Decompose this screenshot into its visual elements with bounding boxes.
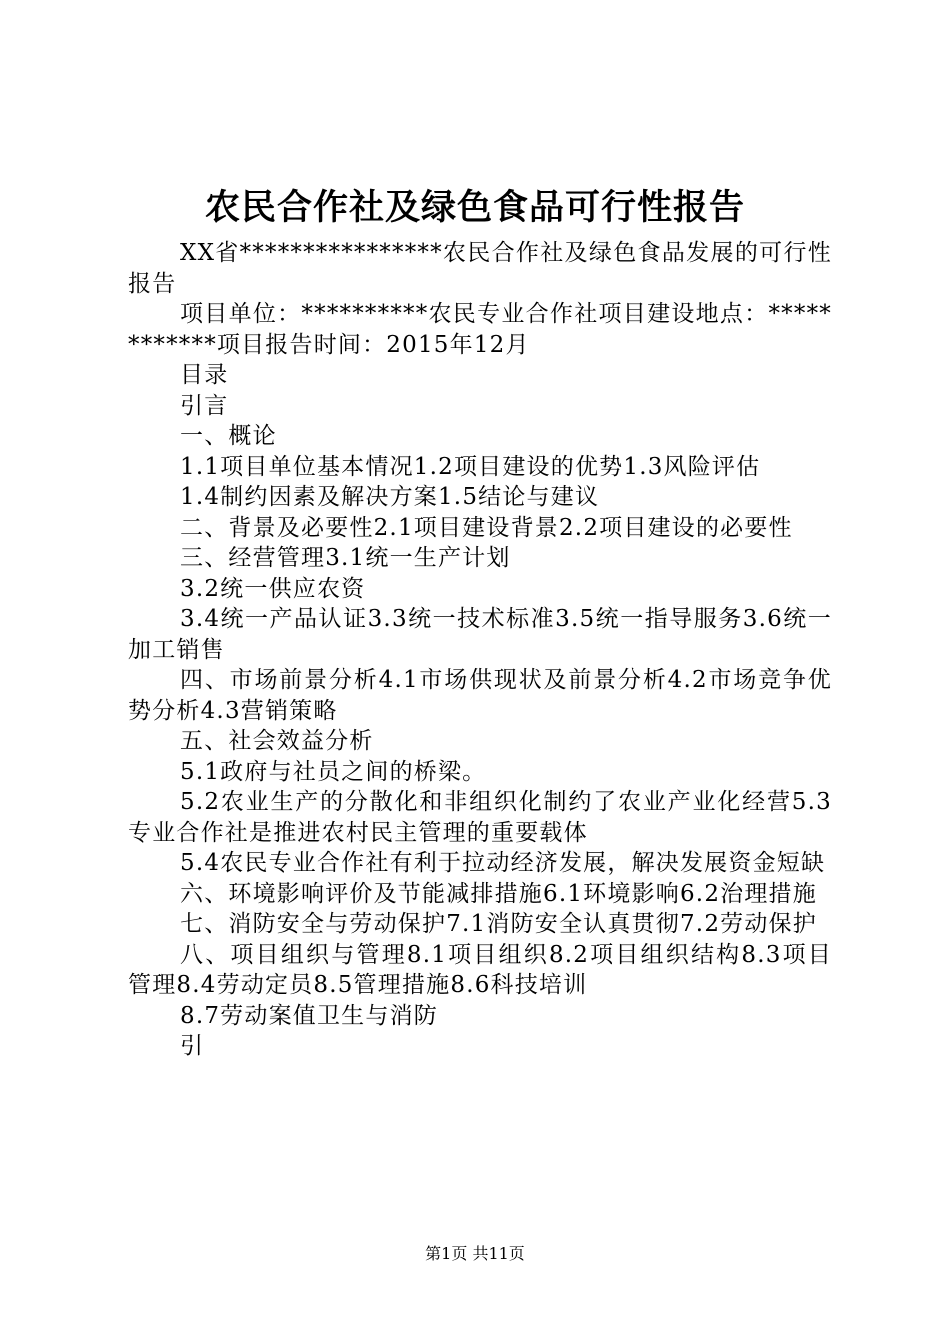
toc-item-5-4: 5.4农民专业合作社有利于拉动经济发展，解决发展资金短缺 — [180, 850, 826, 876]
toc-section-8: 八、项目组织与管理8.1项目组织8.2项目组织结构8.3项目管理8.4劳动定员8.5管理措施8.6科技培训 — [128, 941, 832, 998]
page-footer: 第1页 共11页 — [425, 1244, 525, 1263]
toc-item-3-2: 3.2统一供应农资 — [180, 575, 366, 602]
toc-items-5-2-to-5-3: 5.2农业生产的分散化和非组织化制约了农业产业化经营5.3专业合作社是推进农村民主管理的重要载体 — [128, 789, 832, 846]
toc-section-7: 七、消防安全与劳动保护7.1消防安全认真贯彻7.2劳动保护 — [180, 911, 817, 937]
paragraph-toc-label: 目录 — [180, 362, 229, 388]
paragraph-introduction: 引言 — [180, 392, 229, 419]
toc-section-4: 四、市场前景分析4.1市场供现状及前景分析4.2市场竞争优势分析4.3营销策略 — [128, 667, 832, 724]
paragraph-project-info: 项目单位：**********农民专业合作社项目建设地点：************项目报告时间：2015年12月 — [128, 301, 832, 358]
toc-items-1-4-to-1-5: 1.4制约因素及解决方案1.5结论与建议 — [180, 484, 600, 510]
toc-section-2: 二、背景及必要性2.1项目建设背景2.2项目建设的必要性 — [180, 514, 793, 541]
toc-item-5-1: 5.1政府与社员之间的桥梁。 — [180, 758, 487, 785]
toc-item-8-7: 8.7劳动案值卫生与消防 — [180, 1002, 438, 1029]
toc-items-1-1-to-1-3: 1.1项目单位基本情况1.2项目建设的优势1.3风险评估 — [180, 453, 761, 480]
toc-section-5: 五、社会效益分析 — [180, 728, 374, 754]
toc-section-6: 六、环境影响评价及节能减排措施6.1环境影响6.2治理措施 — [180, 880, 817, 907]
toc-section-1: 一、概论 — [180, 423, 277, 449]
document-body — [128, 238, 832, 1062]
toc-items-3-3-to-3-6: 3.4统一产品认证3.3统一技术标准3.5统一指导服务3.6统一加工销售 — [128, 606, 832, 663]
paragraph-introduction-start: 引 — [180, 1033, 205, 1059]
toc-section-3: 三、经营管理3.1统一生产计划 — [180, 545, 511, 571]
paragraph-report-heading: XX省****************农民合作社及绿色食品发展的可行性报告 — [128, 240, 832, 297]
document-title: 农民合作社及绿色食品可行性报告 — [204, 187, 745, 228]
